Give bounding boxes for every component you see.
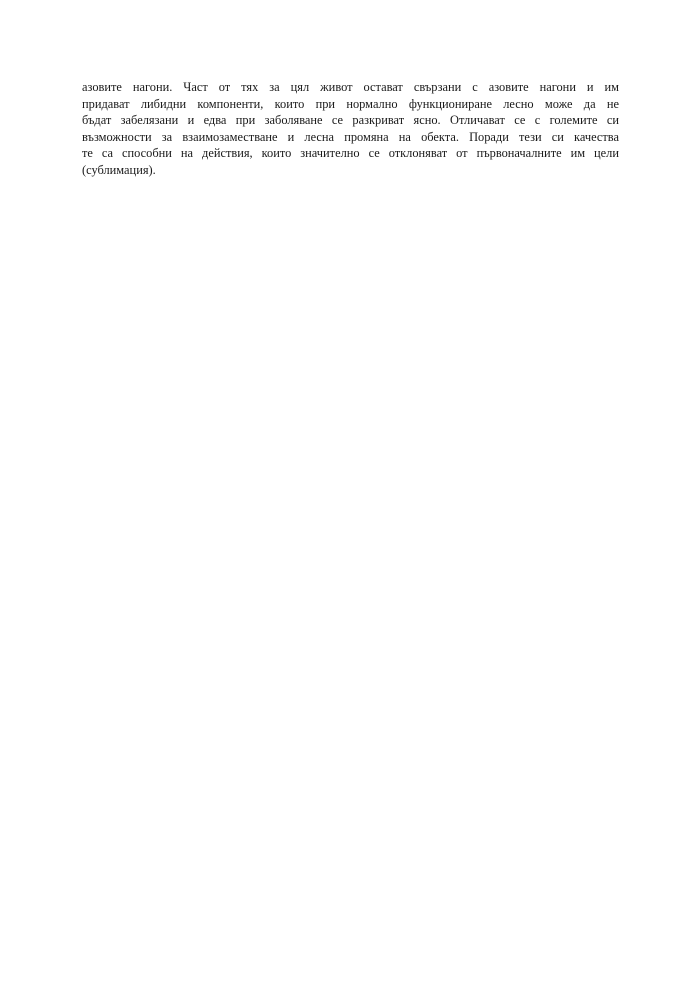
paragraph-line: те са способни на действия, които значително се отклоняват от първоначалните им цели	[82, 146, 619, 161]
paragraph-line: бъдат забелязани и едва при заболяване се разкриват ясно. Отличават се с големите си	[82, 113, 619, 128]
paragraph-line: азовите нагони. Част от тях за цял живот остават свързани с азовите нагони и им	[82, 80, 619, 94]
paragraph-line: възможности за взаимозаместване и лесна промяна на обекта. Поради тези си качества	[82, 129, 619, 144]
body-paragraph	[82, 79, 619, 179]
paragraph-line: (сублимация).	[82, 162, 156, 177]
paragraph-line: придават либидни компоненти, които при нормално функциониране лесно може да не	[82, 96, 619, 111]
